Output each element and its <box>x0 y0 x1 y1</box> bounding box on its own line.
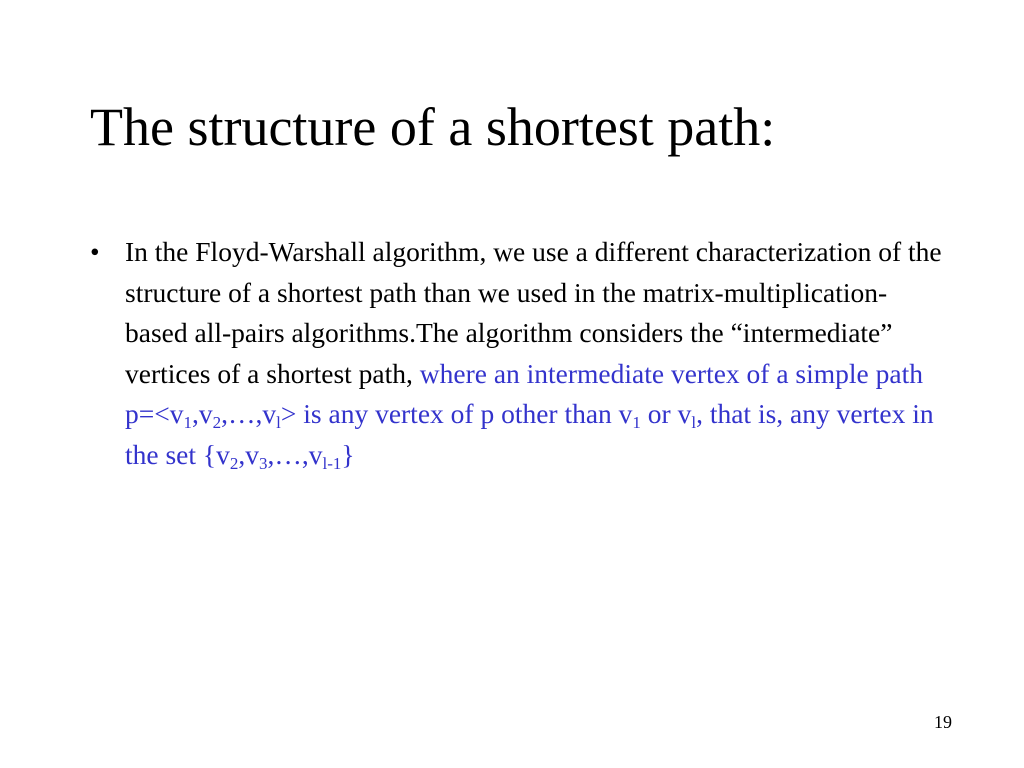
highlight-text-4: > is any vertex of p other than v <box>280 398 633 429</box>
highlight-text-8: ,…,v <box>267 438 323 470</box>
page-number: 19 <box>934 712 952 732</box>
subscript-8: l-1 <box>322 453 342 473</box>
subscript-7: 3 <box>258 453 268 473</box>
highlight-text-3: ,…,v <box>221 398 277 429</box>
bullet-marker: • <box>90 236 100 267</box>
highlight-text-9: } <box>341 438 355 470</box>
highlight-text-6: , that is, any vertex in the set {v <box>125 398 934 470</box>
bullet-item <box>84 232 944 475</box>
subscript-4: 1 <box>632 413 641 432</box>
subscript-5: l <box>691 413 697 432</box>
bullet-list <box>84 232 944 475</box>
bullet-text: In the Floyd-Warshall algorithm, we use a different characterization of the structure of a shortest path than we used in the matrix-multiplication-based all-pairs algorithms.The algorithm considers the “intermediate” vertices of a shortest path, <box>125 236 942 389</box>
highlight-text-1: where an intermediate vertex of a simple path p=<v <box>125 357 923 429</box>
highlight-text-5: or v <box>640 398 692 429</box>
subscript-6: 2 <box>229 453 239 473</box>
subscript-2: 2 <box>212 413 222 432</box>
highlight-text-2: ,v <box>192 398 213 429</box>
slide-title: The structure of a shortest path: <box>90 97 776 157</box>
subscript-3: l <box>276 413 281 432</box>
subscript-1: 1 <box>183 413 193 432</box>
highlight-text-7: ,v <box>238 438 259 470</box>
